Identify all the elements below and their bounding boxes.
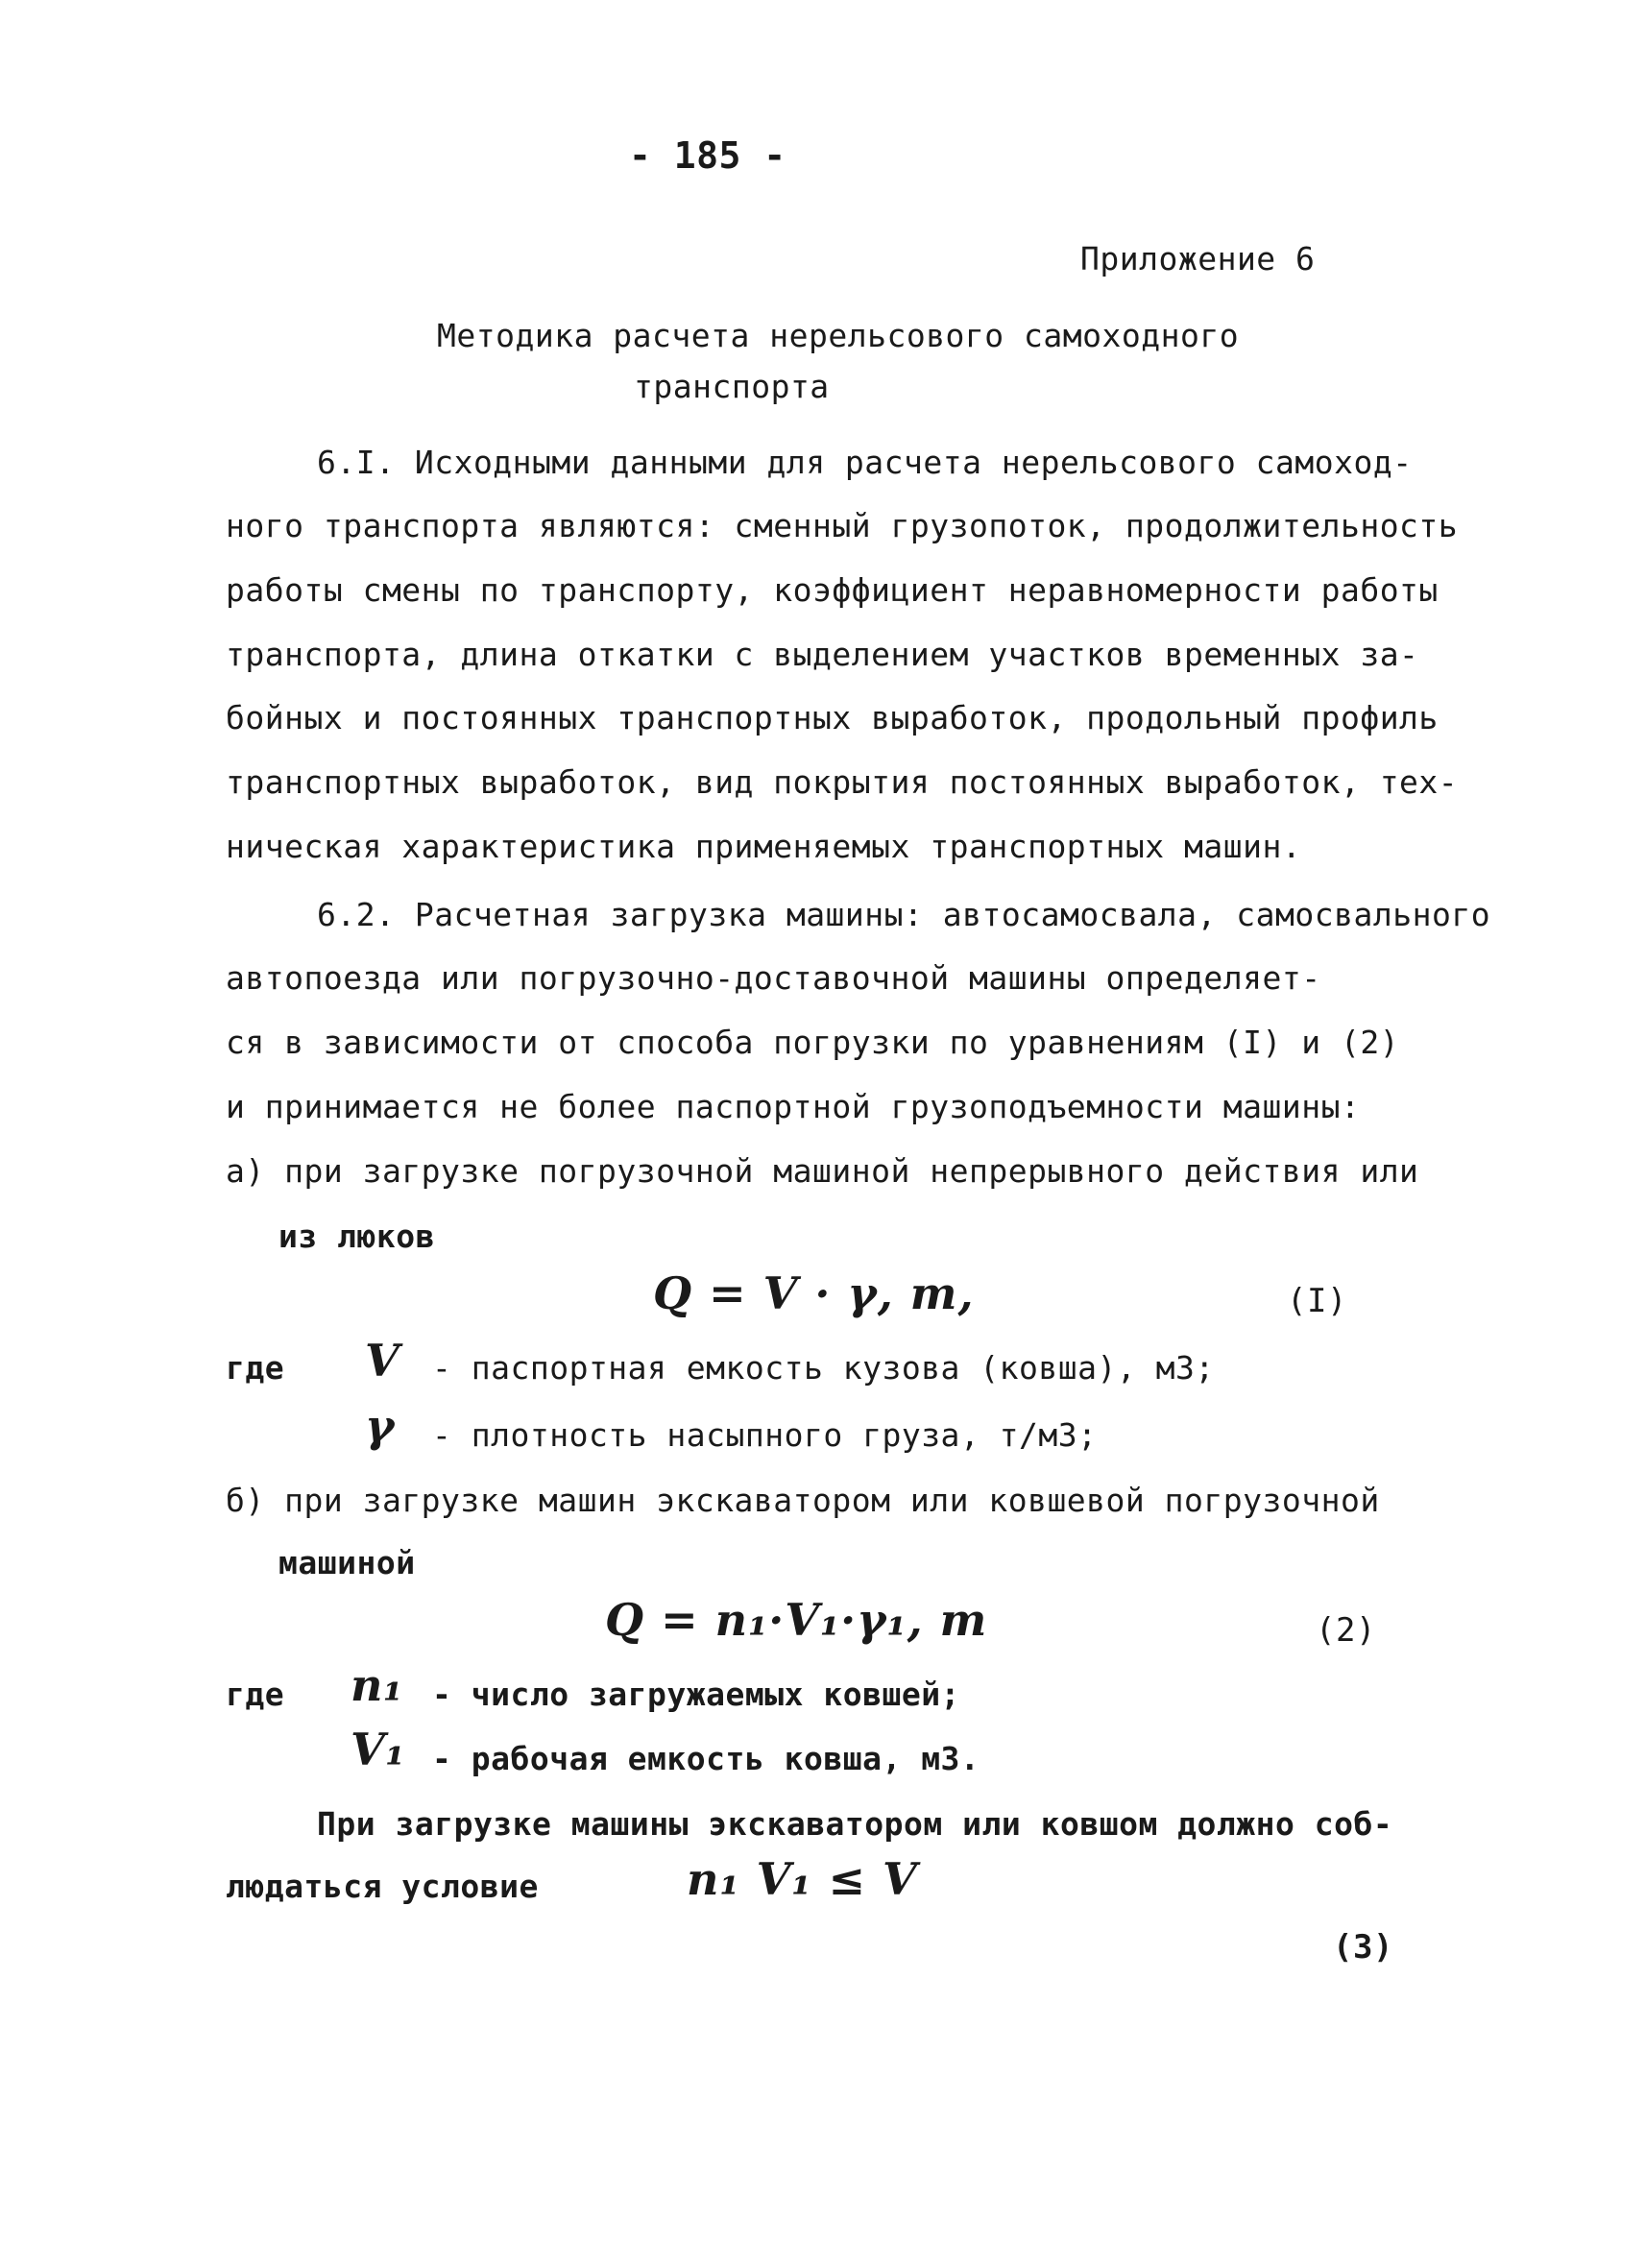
definition-v: - паспортная емкость кузова (ковша), м3; xyxy=(432,1349,1215,1387)
where-label: где xyxy=(226,1676,285,1713)
symbol-gamma: γ xyxy=(365,1400,395,1452)
case-b-line: б) при загрузке машин экскаватором или ковшевой погрузочной xyxy=(226,1482,1380,1519)
case-a-line: из люков xyxy=(278,1218,435,1255)
paragraph-6-1-line: транспорта, длина откатки с выделением участков временных за- xyxy=(226,636,1419,673)
formula-1: Q = V · γ, т, xyxy=(653,1267,975,1319)
condition-line: При загрузке машины экскаватором или ковшом должно соб- xyxy=(317,1805,1393,1843)
appendix-label: Приложение 6 xyxy=(1080,240,1316,277)
paragraph-6-2-line: автопоезда или погрузочно-доставочной машины определяет- xyxy=(226,959,1321,997)
paragraph-6-1-line: ного транспорта являются: сменный грузопоток, продолжительность xyxy=(226,507,1459,544)
condition-formula: n₁ V₁ ≤ V xyxy=(687,1853,918,1905)
condition-line: людаться условие xyxy=(226,1868,539,1905)
equation-number-1: (I) xyxy=(1287,1282,1347,1320)
paragraph-6-2-line: и принимается не более паспортной грузоподъемности машины: xyxy=(226,1088,1361,1125)
case-b-line: машиной xyxy=(278,1544,416,1581)
document-title-line-2: транспорта xyxy=(634,368,830,405)
page-number: - 185 - xyxy=(629,134,786,177)
formula-2: Q = n₁·V₁·γ₁, т xyxy=(605,1594,988,1646)
paragraph-6-1-line: бойных и постоянных транспортных выработок, продольный профиль xyxy=(226,699,1439,736)
paragraph-6-1-line: работы смены по транспорту, коэффициент неравномерности работы xyxy=(226,571,1439,609)
paragraph-6-1-line: ническая характеристика применяемых транспортных машин. xyxy=(226,828,1302,865)
definition-n1: - число загружаемых ковшей; xyxy=(432,1676,960,1713)
symbol-n1: n₁ xyxy=(351,1659,403,1711)
paragraph-6-2-line: ся в зависимости от способа погрузки по уравнениям (I) и (2) xyxy=(226,1024,1400,1061)
paragraph-6-1-line: транспортных выработок, вид покрытия постоянных выработок, тех- xyxy=(226,763,1459,801)
where-label: где xyxy=(226,1349,285,1387)
paragraph-6-2-line: 6.2. Расчетная загрузка машины: автосамосвала, самосвального xyxy=(317,896,1491,933)
document-title-line-1: Методика расчета нерельсового самоходного xyxy=(437,317,1240,354)
symbol-v: V xyxy=(365,1335,400,1387)
equation-number-3: (3) xyxy=(1333,1928,1393,1966)
definition-gamma: - плотность насыпного груза, т/м3; xyxy=(432,1416,1098,1454)
case-a-line: а) при загрузке погрузочной машиной непрерывного действия или xyxy=(226,1152,1419,1190)
symbol-v1: V₁ xyxy=(351,1724,405,1775)
equation-number-2: (2) xyxy=(1316,1611,1376,1650)
paragraph-6-1-line: 6.I. Исходными данными для расчета нерельсового самоход- xyxy=(317,444,1413,481)
definition-v1: - рабочая емкость ковша, м3. xyxy=(432,1740,980,1777)
